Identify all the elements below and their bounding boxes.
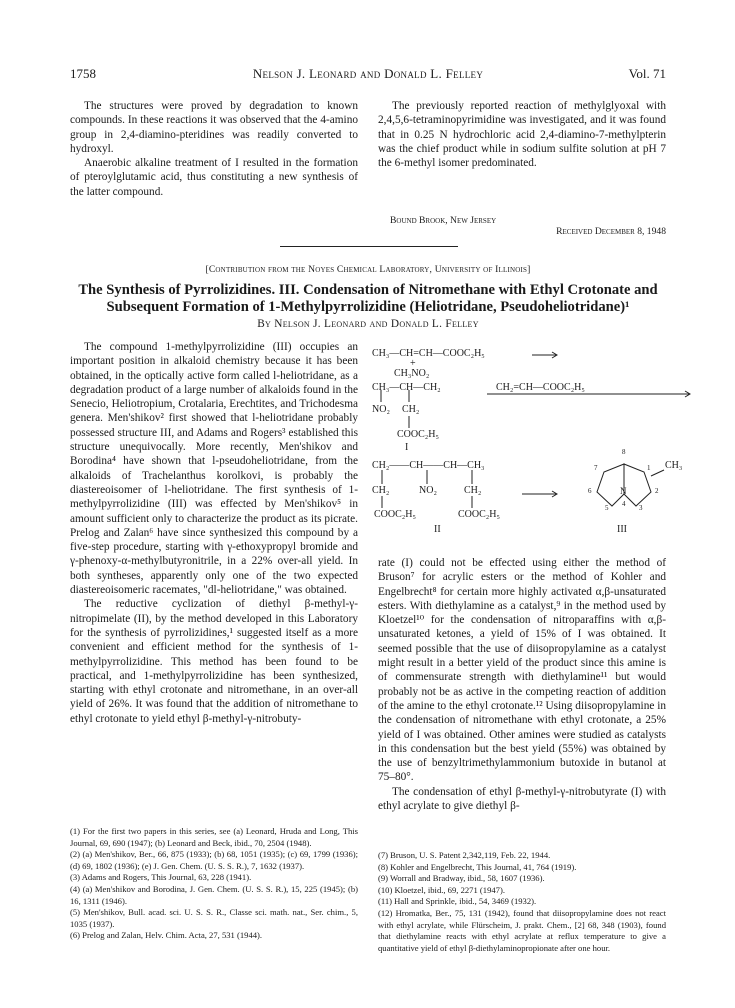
paragraph: The previously reported reaction of methylglyoxal with 2,4,5,6-tetraminopyrimidine was investigated, and it was found that in 0.25 N hydrochloric acid 2,4-diamino-7-methylpterin was the chief product while in sodium sulfite solution at pH 7 the 6-methyl isomer predominated. <box>378 100 666 170</box>
compound-i-ester: COOC₂H₅ <box>397 429 439 440</box>
footnote: (6) Prelog and Zalan, Helv. Chim. Acta, 27, 531 (1944). <box>70 930 263 941</box>
author-address: Bound Brook, New Jersey <box>390 215 497 226</box>
right-column-body <box>378 556 666 813</box>
paragraph: The condensation of ethyl β-methyl-γ-nitrobutyrate (I) with ethyl acrylate to give diethyl β- <box>378 785 666 813</box>
footnote: (3) Adams and Rogers, This Journal, 63, 228 (1941). <box>70 872 252 883</box>
ring-position-8: 8 <box>622 448 626 456</box>
reaction-scheme <box>372 344 700 549</box>
running-header <box>70 66 666 82</box>
ring-position-6: 6 <box>588 487 592 495</box>
compound-iii-label: III <box>617 524 627 535</box>
footnote: (9) Worrall and Bradway, ibid., 58, 1607 (1936). <box>378 873 545 884</box>
ring-position-7: 7 <box>594 464 598 472</box>
paragraph: rate (I) could not be effected using either the method of Bruson⁷ for acrylic esters or the method of Kohler and Engelbrecht⁸ for certain more highly activated α,β-unsaturated esters. With diethylamine as a catalyst,⁹ in the method used by Kloetzel¹⁰ for the condensation of nitroparaffins with α,β-unsaturated ketones, a yield of 15% of I was obtained. It seemed possible that the use of diisopropylamine as a catalyst might result in a better yield of the product since this amine is of commensurate strength with diethylamine¹¹ but would probably not be as active in the competing reaction of addition of the amine to the ethyl crotonate.¹² Using diisopropylamine in the condensation of nitromethane with ethyl crotonate, a 25% yield of I was obtained. Other amines were studied as catalysts in this condensation but the best yield (55%) was obtained by the use of benzyltrimethylammonium butoxide in butanol at 75–80°. <box>378 557 666 784</box>
compound-ii-ch2-right: CH₂ <box>464 485 482 496</box>
previous-article-left-column <box>70 99 358 199</box>
compound-ii-no2: NO₂ <box>419 485 437 496</box>
compound-i-no2: NO₂ <box>372 404 390 415</box>
compound-ii-ester-left: COOC₂H₅ <box>374 509 416 520</box>
page-number: 1758 <box>70 66 96 81</box>
footnote: (2) (a) Men'shikov, Ber., 66, 875 (1933); (b) 68, 1051 (1935); (c) 69, 1799 (1936); (d) 69, 1802 (1936); (e) J. Gen. Chem. (U. S. S. R.), 7, 1632 (1937). <box>70 849 358 871</box>
compound-ii-ch2-left: CH₂ <box>372 485 390 496</box>
received-date: Received December 8, 1948 <box>556 226 666 237</box>
ring-position-1: 1 <box>647 464 651 472</box>
right-footnotes <box>378 850 666 954</box>
compound-ii-label: II <box>434 524 441 535</box>
article-title: The Synthesis of Pyrrolizidines. III. Condensation of Nitromethane with Ethyl Crotonate and Subsequent Formation of 1-Methylpyrrolizidine (Heliotridane, Pseudoheliotridane)¹ <box>78 282 658 315</box>
footnote: (7) Bruson, U. S. Patent 2,342,119, Feb. 22, 1944. <box>378 850 551 860</box>
compound-i-ch2: CH₂ <box>402 404 420 415</box>
ring-position-3: 3 <box>639 504 643 512</box>
footnote: (10) Kloetzel, ibid., 69, 2271 (1947). <box>378 884 505 895</box>
footnote: (5) Men'shikov, Bull. acad. sci. U. S. S. R., Classe sci. math. nat., Ser. chim., 5, 1035 (1937). <box>70 907 358 929</box>
left-footnotes <box>70 826 358 942</box>
running-authors: Nelson J. Leonard and Donald L. Felley <box>252 66 484 81</box>
compound-iii-methyl: CH₃ <box>665 460 683 471</box>
ethyl-acrylate-reagent: CH₂=CH—COOC₂H₅ <box>496 382 585 393</box>
paragraph: The structures were proved by degradation to known compounds. In these reactions it was observed that the 4-amino group in 2,4-diamino-pteridines was readily converted to hydroxyl. <box>70 100 358 155</box>
compound-ii-chain: CH₂——CH——CH—CH₃ <box>372 460 485 471</box>
section-divider <box>280 246 458 247</box>
compound-i-chain: CH₃—CH—CH₂ <box>372 382 441 393</box>
footnote: (11) Hall and Sprinkle, ibid., 54, 3469 (1932). <box>378 896 537 907</box>
paragraph: The compound 1-methylpyrrolizidine (III) occupies an important position in alkaloid chemistry because it has been obtained, in the optically active form called l-heliotridane, as a degradation product of a large number of alkaloids found in the Senecio, Heliotropium, Crotalaria, Erechtites, and Trichodesma genera. Men'shikov² first showed that l-heliotridane probably possessed structure III, and Adams and Rogers³ established this structure unequivocally. More recently, Men'shikov and Borodina⁴ have shown that l-pseudoheliotridane, from the alkaloids of Trachelanthus korolkovi, is probably the diastereoisomer of l-heliotridane. The first synthesis of 1-methylpyrrolizidine (III) was effected by Men'shikov⁵ in amount sufficient only to characterize the product as its picrate. Prelog and Zalan⁶ have since synthesized this compound by a five-step procedure, starting with γ-ethoxypropyl bromide and γ-phenoxy-α-methylbutyronitrile, in a 22% over-all yield. In both syntheses, apparently only one of the two expected diastereoisomeric racemates, "dl-heliotridane," was obtained. <box>70 341 358 597</box>
compound-i-label: I <box>405 442 409 453</box>
footnote: (12) Hromatka, Ber., 75, 131 (1942), found that diisopropylamine does not react with ethyl acrylate, while Flürscheim, J. prakt. Chem., [2] 68, 348 (1903), found that diethylamine reacts with ethyl acrylate at reflux temperature to give a quantitative yield of ethyl β-diethylaminopropionate after one hour. <box>378 907 666 953</box>
footnote: (8) Kohler and Engelbrecht, This Journal, 41, 764 (1919). <box>378 861 577 872</box>
ring-position-2: 2 <box>655 487 659 495</box>
plus-sign: + <box>410 358 416 369</box>
footnote: (1) For the first two papers in this series, see (a) Leonard, Hruda and Long, This Journal, 69, 690 (1947); (b) Leonard and Beck, ibid., 70, 2504 (1948). <box>70 826 358 848</box>
left-column-body <box>70 340 358 726</box>
byline: By Nelson J. Leonard and Donald L. Felley <box>257 318 479 330</box>
ring-position-4: 4 <box>622 500 626 508</box>
ethyl-crotonate: CH₃—CH=CH—COOC₂H₅ <box>372 348 485 359</box>
paragraph: The reductive cyclization of diethyl β-methyl-γ-nitropimelate (II), by the method developed in this Laboratory for the synthesis of pyrrolizidines,¹ suggested itself as a more convenient and efficient method for the synthesis of 1-methylpyrrolizidine. This method has been found to be practical, and 1-methylpyrrolizidine has been synthesized, starting with ethyl crotonate and nitromethane, in an over-all yield of 26%. It was found that the addition of nitromethane to ethyl crotonate to yield ethyl β-methyl-γ-nitrobuty- <box>70 598 358 725</box>
nitromethane: CH₃NO₂ <box>394 368 430 379</box>
paragraph: Anaerobic alkaline treatment of I resulted in the formation of pteroylglutamic acid, thus constituting a new synthesis of the latter compound. <box>70 157 358 198</box>
compound-iii-nitrogen: N <box>620 486 627 496</box>
ring-position-5: 5 <box>605 504 609 512</box>
previous-article-right-column <box>378 99 666 170</box>
contribution-line: [Contribution from the Noyes Chemical Laboratory, University of Illinois] <box>205 264 531 275</box>
volume-label: Vol. 71 <box>628 66 666 81</box>
compound-ii-ester-right: COOC₂H₅ <box>458 509 500 520</box>
footnote: (4) (a) Men'shikov and Borodina, J. Gen. Chem. (U. S. S. R.), 15, 225 (1945); (b) 16, 1311 (1946). <box>70 883 358 906</box>
